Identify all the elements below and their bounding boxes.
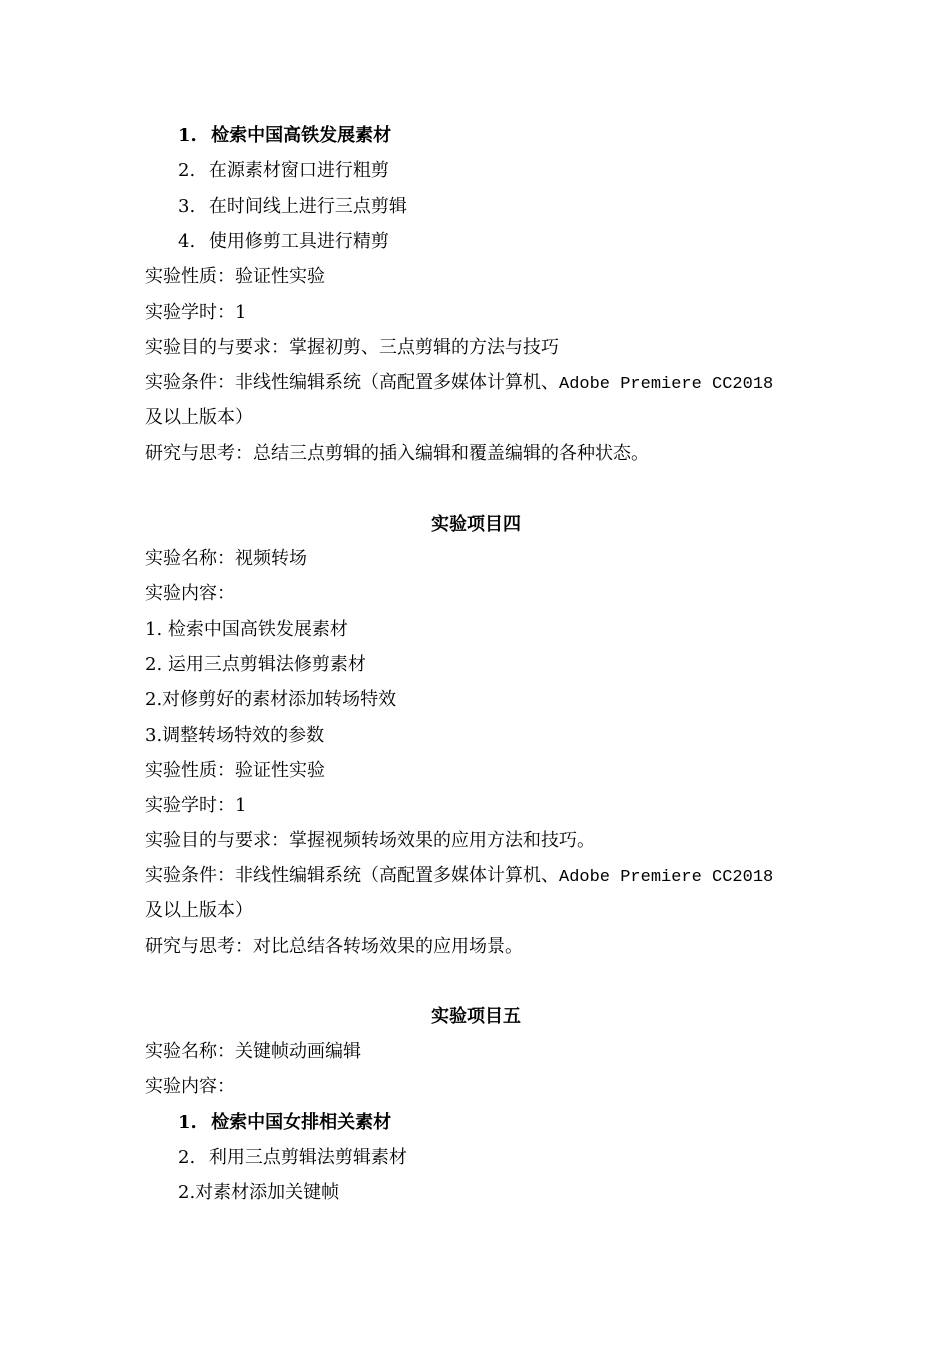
s4-nature: 实验性质：验证性实验 <box>145 760 325 781</box>
s4-conditions-cont: 及以上版本） <box>145 900 253 921</box>
s4-title: 实验项目四 <box>431 514 521 535</box>
s4-conditions <box>145 864 773 890</box>
s3-item-3 <box>178 195 407 219</box>
s3-conditions-prefix: 实验条件：非线性编辑系统（高配置多媒体计算机、 <box>145 372 559 393</box>
s3-item-3-num: 3. <box>178 196 196 217</box>
s4-goal: 实验目的与要求：掌握视频转场效果的应用方法和技巧。 <box>145 830 595 851</box>
s3-conditions-cont: 及以上版本） <box>145 407 253 428</box>
s4-item-4: 3.调整转场特效的参数 <box>145 725 325 746</box>
s3-conditions-software: Adobe Premiere CC2018 <box>559 375 774 394</box>
s3-item-2-num: 2. <box>178 160 196 181</box>
s3-item-4 <box>178 230 389 254</box>
s3-item-2-text: 在源素材窗口进行粗剪 <box>208 160 389 181</box>
s3-hours: 实验学时：1 <box>145 302 247 323</box>
s4-conditions-software: Adobe Premiere CC2018 <box>559 868 774 887</box>
s3-item-1-num: 1. <box>178 125 197 146</box>
s3-item-1-text: 检索中国高铁发展素材 <box>211 125 392 146</box>
s5-item-1 <box>178 1111 391 1135</box>
s5-item-1-text: 检索中国女排相关素材 <box>211 1112 392 1133</box>
s5-item-2-text: 利用三点剪辑法剪辑素材 <box>208 1147 407 1168</box>
s4-item-2: 2. 运用三点剪辑法修剪素材 <box>145 654 366 675</box>
s3-thinking: 研究与思考：总结三点剪辑的插入编辑和覆盖编辑的各种状态。 <box>145 443 649 464</box>
s3-item-3-text: 在时间线上进行三点剪辑 <box>208 196 407 217</box>
s3-goal: 实验目的与要求：掌握初剪、三点剪辑的方法与技巧 <box>145 337 559 358</box>
s5-name: 实验名称：关键帧动画编辑 <box>145 1041 361 1062</box>
s4-content-label: 实验内容： <box>145 583 235 604</box>
s3-item-1 <box>178 124 391 148</box>
s4-hours: 实验学时：1 <box>145 795 247 816</box>
s4-name: 实验名称：视频转场 <box>145 548 307 569</box>
s5-content-label: 实验内容： <box>145 1076 235 1097</box>
s4-thinking: 研究与思考：对比总结各转场效果的应用场景。 <box>145 936 523 957</box>
s5-item-3: 2.对素材添加关键帧 <box>178 1182 340 1203</box>
s5-title: 实验项目五 <box>431 1006 521 1027</box>
s3-nature: 实验性质：验证性实验 <box>145 266 325 287</box>
s5-item-2 <box>178 1146 407 1170</box>
s3-item-2 <box>178 159 389 183</box>
s4-item-1: 1. 检索中国高铁发展素材 <box>145 619 348 640</box>
s5-item-1-num: 1. <box>178 1112 197 1133</box>
s5-item-2-num: 2. <box>178 1147 196 1168</box>
s4-conditions-prefix: 实验条件：非线性编辑系统（高配置多媒体计算机、 <box>145 865 559 886</box>
s3-item-4-text: 使用修剪工具进行精剪 <box>208 231 389 252</box>
s4-item-3: 2.对修剪好的素材添加转场特效 <box>145 689 397 710</box>
s3-conditions <box>145 371 773 397</box>
s3-item-4-num: 4. <box>178 231 196 252</box>
